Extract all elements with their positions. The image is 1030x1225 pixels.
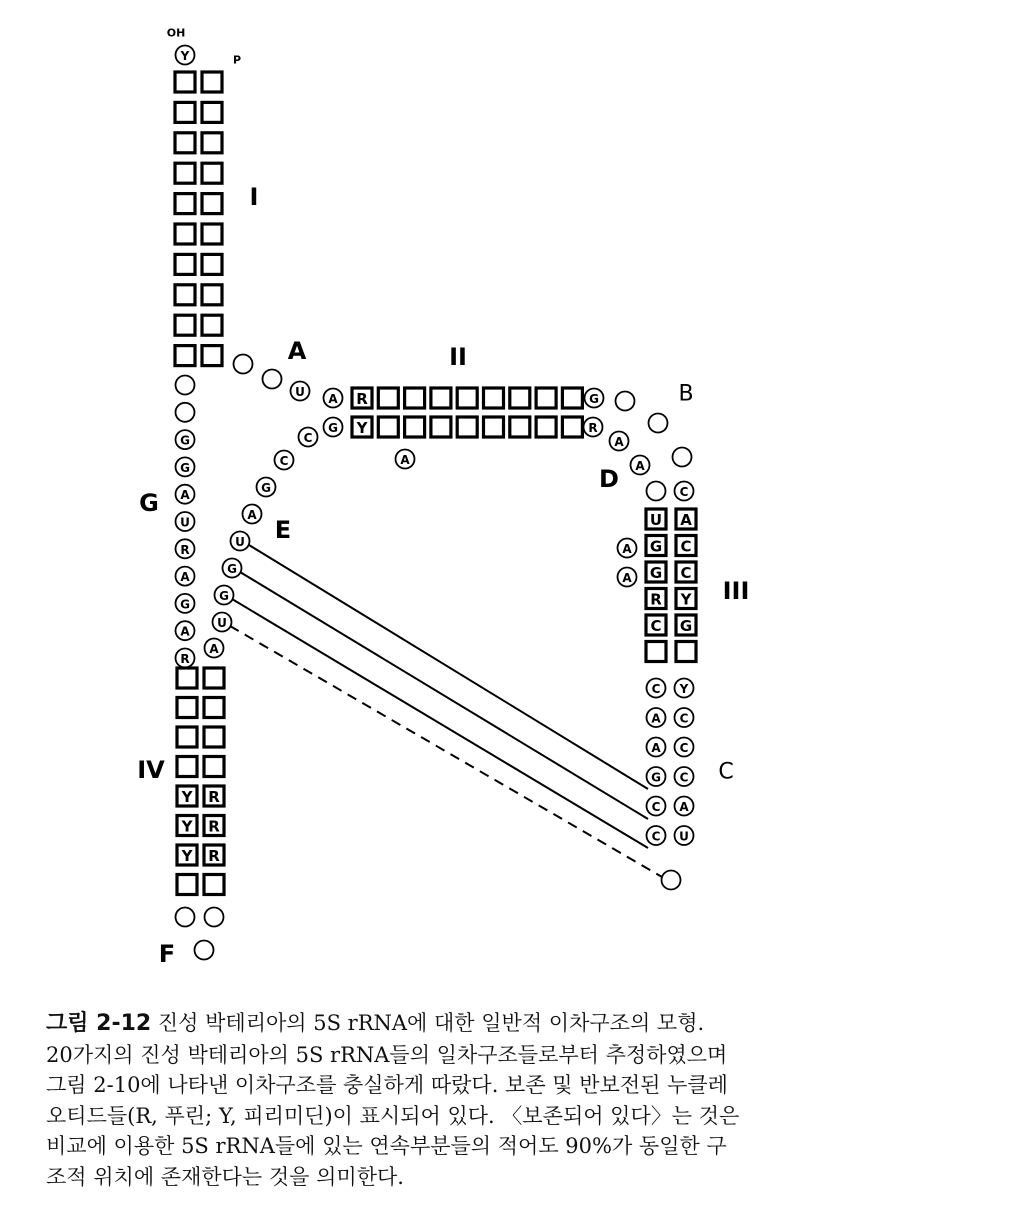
loop-F-nt [176, 908, 195, 927]
helix-I-left-nt [175, 72, 195, 92]
helix-IV-right-nt-letter: R [208, 817, 220, 836]
helix-III-lower-nt-letter: C [651, 829, 661, 844]
helix-I-right-nt [202, 72, 222, 92]
helix-IV-right-nt-letter: R [208, 847, 220, 865]
helix-I-right-nt [202, 194, 222, 214]
caption-line-1 [46, 1008, 1006, 1040]
helix-II-top-nt [562, 388, 582, 408]
helix-II-nt-letter: G [589, 392, 599, 406]
helix-I-right-nt [202, 254, 222, 274]
helix-II-nt-letter: G [328, 421, 338, 435]
loop-label-B: B [678, 381, 694, 407]
helix-II-nt-letter: A [328, 392, 338, 406]
loop-B-nt [649, 414, 668, 433]
helix-I-left-nt [175, 102, 195, 122]
figure-number: 그림 2-12 [46, 1011, 152, 1036]
helix-III-left-nt-letter: C [650, 617, 662, 635]
helix-III-lower-nt-letter: C [679, 770, 689, 785]
helix-IV-right-nt [204, 757, 224, 777]
helix-II-top-nt [431, 388, 451, 408]
helix-label-III: III [722, 577, 750, 605]
helix-II-bulge-nt-letter: A [400, 453, 410, 467]
loop-E-nt-letter: G [227, 562, 237, 576]
helix-II-top-nt [510, 388, 530, 408]
helix-III-right-nt-letter: C [680, 537, 692, 556]
helix-III-lower-nt-letter: A [651, 741, 661, 755]
loop-A-nt [263, 370, 282, 389]
caption-line-1-text: 진성 박테리아의 5S rRNA에 대한 일반적 이차구조의 모형. [151, 1011, 705, 1035]
helix-label-II: II [449, 343, 467, 371]
helix-I-left-nt [175, 346, 195, 366]
loop-G-nt-letter: A [180, 488, 190, 503]
loop-G-nt-letter: G [180, 597, 190, 612]
caption-line-4: 오티드들(R, 푸린; Y, 피리미딘)이 표시되어 있다. 〈보존되어 있다〉는 것은 [46, 1103, 740, 1128]
helix-IV-left-nt [177, 727, 197, 747]
helix-III-nt [647, 482, 666, 501]
helix-III-left-nt-letter: R [650, 590, 662, 609]
helix-II-top-nt [484, 388, 504, 408]
helix-III-lower-nt-letter: C [651, 682, 661, 696]
helix-I-left-nt [175, 163, 195, 183]
helix-I-right-nt [202, 133, 222, 153]
loop-label-G: G [139, 489, 159, 517]
helix-III-bulge-nt-letter: A [622, 571, 632, 585]
loop-G-nt-letter: R [180, 652, 190, 666]
helix-IV-left-nt [177, 875, 197, 895]
helix-IV-left-nt [177, 698, 197, 718]
loop-G-nt [176, 403, 195, 422]
helix-III-lower-nt-letter: C [679, 741, 689, 755]
helix-IV-left-nt [177, 757, 197, 777]
helix-III-lower-nt-letter: C [679, 711, 689, 726]
tertiary-interaction-line [240, 572, 648, 819]
loop-label-C: C [718, 759, 734, 785]
tertiary-interaction-dashed-line [230, 626, 662, 877]
helix-II-top-nt [457, 388, 477, 408]
helix-III-right-nt-letter: C [680, 564, 692, 582]
helix-II-bottom-nt [562, 417, 582, 437]
oh-end-label: OH [166, 26, 186, 40]
caption-line-2: 20가지의 진성 박테리아의 5S rRNA들의 일차구조들로부터 추정하였으며 [46, 1042, 728, 1067]
helix-IV-left-nt-letter: Y [181, 788, 193, 806]
loop-B-nt [616, 392, 635, 411]
helix-IV-right-nt [204, 875, 224, 895]
helix-III-left-nt [646, 642, 666, 662]
helix-III-lower-nt-letter: C [651, 800, 661, 814]
five-prime-nt-letter: Y [180, 49, 190, 63]
helix-IV-left-nt-letter: Y [181, 817, 193, 836]
helix-III-end-nt [662, 871, 681, 890]
helix-I-right-nt [202, 315, 222, 335]
tertiary-interaction-line [249, 545, 648, 789]
helix-II-bottom-nt-letter: Y [356, 419, 368, 437]
loop-E-nt-letter: C [279, 454, 289, 468]
helix-IV-right-nt [204, 727, 224, 747]
helix-I-left-nt [175, 194, 195, 214]
helix-I-right-nt [202, 102, 222, 122]
helix-II-top-nt [378, 388, 398, 408]
loop-G-nt [176, 376, 195, 395]
figure-caption [46, 1008, 1006, 1192]
loop-E-nt-letter: G [219, 589, 229, 603]
loop-G-nt-letter: G [180, 433, 190, 448]
helix-label-I: I [249, 183, 259, 211]
loop-B-nt [673, 448, 692, 467]
helix-III-lower-nt-letter: G [651, 770, 661, 785]
helix-III-nt-letter: C [679, 485, 689, 499]
loop-E-nt-letter: C [303, 431, 313, 445]
loop-label-D: D [599, 465, 619, 493]
helix-III-left-nt-letter: U [649, 511, 663, 529]
helix-I-right-nt [202, 163, 222, 183]
loop-A-nt [234, 355, 253, 374]
loop-F-nt [205, 908, 224, 927]
helix-II-nt-letter: R [588, 421, 598, 435]
p-end-label: P [232, 53, 242, 67]
loop-G-nt-letter: R [180, 542, 190, 557]
loop-E-nt-letter: A [247, 508, 257, 522]
loop-F-nt [195, 941, 214, 960]
helix-I-left-nt [175, 224, 195, 244]
helix-I-left-nt [175, 285, 195, 305]
helix-III-lower-nt-letter: A [651, 711, 661, 726]
loop-D-nt-letter: A [614, 435, 624, 449]
helix-IV-left-nt [177, 668, 197, 688]
helix-IV-nt-letter: A [209, 642, 219, 656]
helix-III-right-nt-letter: A [680, 511, 692, 529]
helix-II-bottom-nt [431, 417, 451, 437]
helix-I-left-nt [175, 254, 195, 274]
helix-I-left-nt [175, 133, 195, 153]
loop-G-nt-letter: A [180, 624, 190, 639]
helix-III-right-nt-letter: Y [680, 590, 692, 609]
loop-label-A: A [287, 337, 307, 365]
caption-line-6: 조적 위치에 존재한다는 것을 의미한다. [46, 1164, 404, 1189]
helix-II-bottom-nt [405, 417, 425, 437]
loop-D-nt-letter: A [635, 459, 645, 473]
loop-label-E: E [274, 516, 292, 544]
helix-II-top-nt-letter: R [356, 390, 368, 408]
helix-III-left-nt-letter: G [649, 537, 663, 556]
helix-II-bottom-nt [378, 417, 398, 437]
helix-I-right-nt [202, 224, 222, 244]
loop-G-nt-letter: G [180, 460, 190, 475]
caption-line-5: 비교에 이용한 5S rRNA들에 있는 연속부분들의 적어도 90%가 동일한 구 [46, 1134, 727, 1158]
loop-label-F: F [158, 940, 176, 968]
helix-I-left-nt [175, 315, 195, 335]
helix-I-right-nt [202, 285, 222, 305]
helix-III-right-nt [676, 642, 696, 662]
caption-line-3: 그림 2-10에 나타낸 이차구조를 충실하게 따랐다. 보존 및 반보전된 누클레 [46, 1073, 728, 1097]
helix-II-bottom-nt [510, 417, 530, 437]
helix-II-bottom-nt [457, 417, 477, 437]
helix-III-lower-nt-letter: A [679, 800, 689, 814]
helix-I-right-nt [202, 346, 222, 366]
helix-label-IV: IV [137, 756, 165, 784]
tertiary-interaction-line [232, 599, 648, 848]
helix-IV-right-nt [204, 698, 224, 718]
helix-III-lower-nt-letter: U [679, 829, 689, 844]
helix-III-right-nt-letter: G [679, 617, 693, 635]
helix-II-top-nt [536, 388, 556, 408]
loop-G-nt-letter: U [180, 515, 190, 530]
helix-IV-left-nt-letter: Y [181, 847, 193, 865]
loop-G-nt-letter: A [180, 570, 190, 585]
helix-III-bulge-nt-letter: A [622, 542, 632, 556]
helix-II-bottom-nt [484, 417, 504, 437]
loop-E-nt-letter: U [217, 616, 227, 630]
helix-IV-right-nt-letter: R [208, 788, 220, 806]
helix-IV-right-nt [204, 668, 224, 688]
helix-III-left-nt-letter: G [649, 564, 663, 582]
loop-E-nt-letter: U [235, 535, 245, 549]
helix-III-lower-nt-letter: Y [679, 682, 689, 696]
loop-A-nt-letter: U [295, 385, 305, 399]
helix-II-top-nt [405, 388, 425, 408]
loop-E-nt-letter: G [261, 481, 271, 495]
helix-II-bottom-nt [536, 417, 556, 437]
